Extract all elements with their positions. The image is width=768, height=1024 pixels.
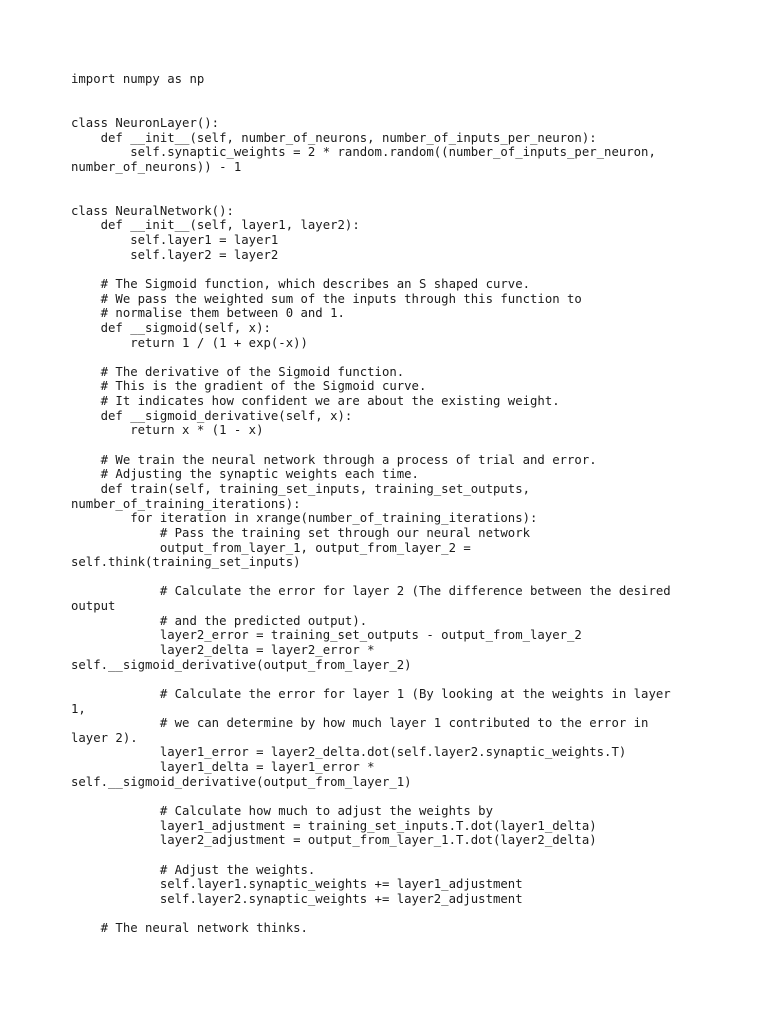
code-line: # The derivative of the Sigmoid function. bbox=[71, 364, 405, 379]
code-line: def __init__(self, number_of_neurons, number_of_inputs_per_neuron): bbox=[71, 130, 597, 145]
code-line: # Calculate how much to adjust the weights by bbox=[71, 804, 493, 819]
code-line: import numpy as np bbox=[71, 72, 205, 86]
code-line bbox=[71, 570, 731, 585]
code-line bbox=[71, 438, 731, 453]
code-line bbox=[71, 848, 731, 863]
code-line: # Adjust the weights. bbox=[71, 862, 316, 877]
code-line: self.__sigmoid_derivative(output_from_layer_1) bbox=[71, 774, 412, 789]
code-line: number_of_neurons)) - 1 bbox=[71, 159, 242, 174]
code-line bbox=[71, 789, 731, 804]
code-line: # Pass the training set through our neural network bbox=[71, 525, 531, 540]
code-line: self.synaptic_weights = 2 * random.random((number_of_inputs_per_neuron, bbox=[71, 145, 656, 160]
code-line: self.__sigmoid_derivative(output_from_layer_2) bbox=[71, 657, 412, 672]
code-line: # Calculate the error for layer 2 (The difference between the desired bbox=[71, 584, 671, 599]
code-line: def __init__(self, layer1, layer2): bbox=[71, 218, 360, 233]
code-line: def __sigmoid(self, x): bbox=[71, 320, 271, 335]
code-line: self.layer2.synaptic_weights += layer2_adjustment bbox=[71, 891, 523, 906]
code-line: layer 2). bbox=[71, 730, 138, 745]
code-line bbox=[71, 87, 731, 102]
code-line: # We pass the weighted sum of the inputs through this function to bbox=[71, 291, 582, 306]
code-line: self.layer1.synaptic_weights += layer1_adjustment bbox=[71, 877, 523, 892]
code-line: # Calculate the error for layer 1 (By looking at the weights in layer bbox=[71, 686, 671, 701]
code-line: # and the predicted output). bbox=[71, 613, 368, 628]
code-line: layer1_error = layer2_delta.dot(self.layer2.synaptic_weights.T) bbox=[71, 745, 627, 760]
code-line bbox=[71, 350, 731, 365]
code-line: # we can determine by how much layer 1 contributed to the error in bbox=[71, 716, 649, 731]
code-line: # It indicates how confident we are about the existing weight. bbox=[71, 394, 560, 409]
code-line: layer1_delta = layer1_error * bbox=[71, 760, 375, 775]
code-line: self.layer2 = layer2 bbox=[71, 247, 279, 262]
code-line bbox=[71, 101, 731, 116]
code-line: self.think(training_set_inputs) bbox=[71, 555, 301, 570]
code-line bbox=[71, 189, 731, 204]
code-line: return 1 / (1 + exp(-x)) bbox=[71, 335, 308, 350]
code-line: output_from_layer_1, output_from_layer_2 = bbox=[71, 540, 471, 555]
code-line bbox=[71, 907, 731, 922]
code-line: layer2_error = training_set_outputs - output_from_layer_2 bbox=[71, 628, 582, 643]
code-line: layer2_adjustment = output_from_layer_1.T.dot(layer2_delta) bbox=[71, 833, 597, 848]
code-line bbox=[71, 174, 731, 189]
code-line: # The Sigmoid function, which describes an S shaped curve. bbox=[71, 276, 531, 291]
code-line: # This is the gradient of the Sigmoid curve. bbox=[71, 379, 427, 394]
code-line: return x * (1 - x) bbox=[71, 423, 264, 438]
code-line bbox=[71, 262, 731, 277]
code-line: # The neural network thinks. bbox=[71, 921, 308, 936]
code-line: def train(self, training_set_inputs, training_set_outputs, bbox=[71, 481, 531, 496]
code-line: number_of_training_iterations): bbox=[71, 496, 301, 511]
code-line: 1, bbox=[71, 701, 86, 716]
code-line: def __sigmoid_derivative(self, x): bbox=[71, 408, 353, 423]
code-line: for iteration in xrange(number_of_training_iterations): bbox=[71, 511, 538, 526]
code-line: layer2_delta = layer2_error * bbox=[71, 642, 375, 657]
code-listing bbox=[71, 72, 731, 936]
code-line: class NeuronLayer(): bbox=[71, 115, 220, 130]
code-line: # normalise them between 0 and 1. bbox=[71, 306, 345, 321]
code-line: class NeuralNetwork(): bbox=[71, 203, 234, 218]
code-line bbox=[71, 672, 731, 687]
code-line: self.layer1 = layer1 bbox=[71, 233, 279, 248]
code-line: # We train the neural network through a process of trial and error. bbox=[71, 452, 597, 467]
code-line: # Adjusting the synaptic weights each time. bbox=[71, 467, 419, 482]
code-line: output bbox=[71, 599, 116, 614]
code-line: layer1_adjustment = training_set_inputs.T.dot(layer1_delta) bbox=[71, 818, 597, 833]
